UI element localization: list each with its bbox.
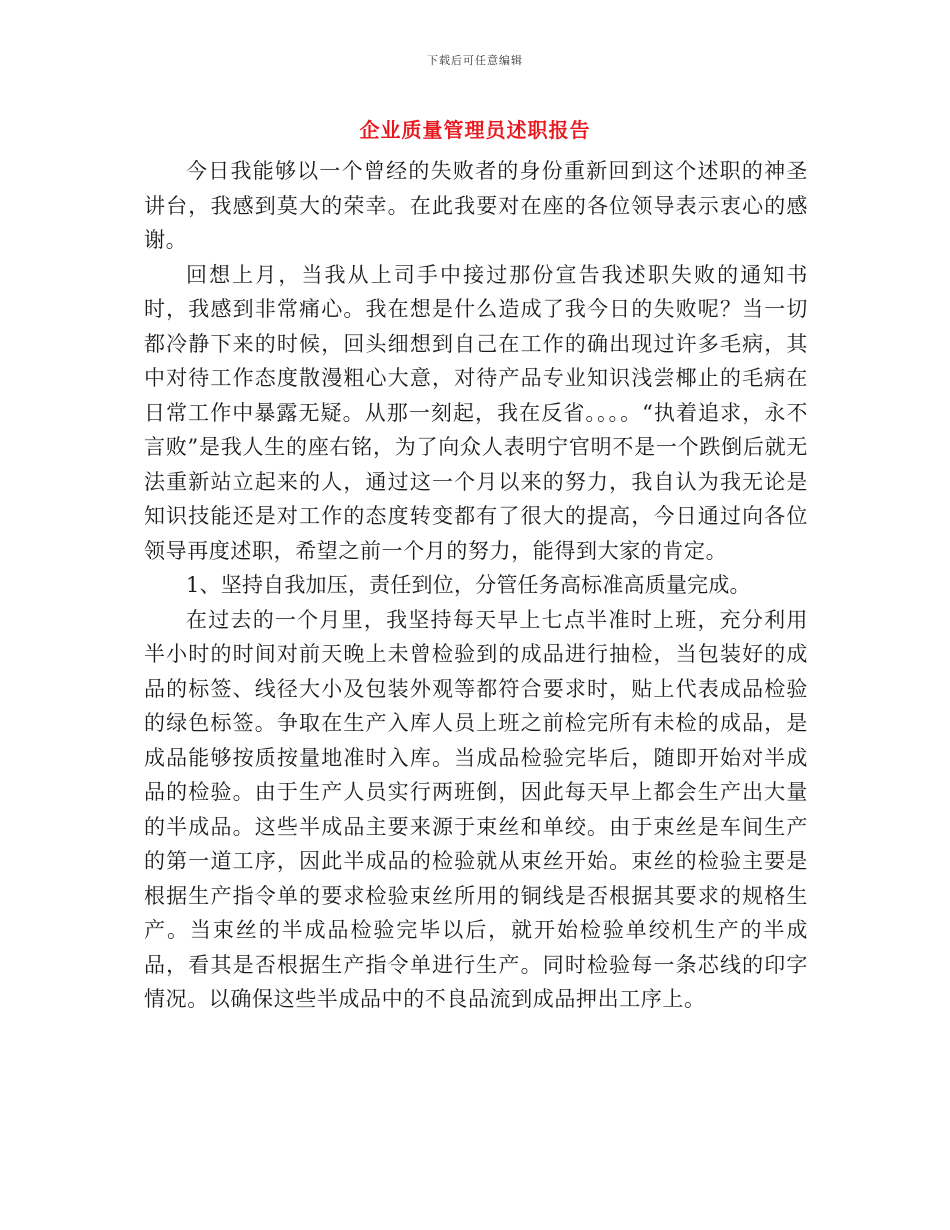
paragraph-intro: 今日我能够以一个曾经的失败者的身份重新回到这个述职的神圣讲台，我感到莫大的荣幸。在此我要对在座的各位领导表示衷心的感谢。 — [144, 159, 808, 252]
document-body — [144, 154, 808, 1017]
document-title: 企业质量管理员述职报告 — [359, 118, 591, 142]
paragraph-reflection: 回想上月，当我从上司手中接过那份宣告我述职失败的通知书时，我感到非常痛心。我在想是什么造成了我今日的失败呢？当一切都冷静下来的时候，回头细想到自己在工作的确出现过许多毛病，其中对待工作态度散漫粗心大意，对待产品专业知识浅尝椰止的毛病在日常工作中暴露无疑。从那一刻起，我在反省。。。。“执着追求，永不言败”是我人生的座右铭，为了向众人表明宁官明不是一个跌倒后就无法重新站立起来的人，通过这一个月以来的努力，我自认为我无论是知识技能还是对工作的态度转变都有了很大的提高，今日通过向各位领导再度述职，希望之前一个月的努力，能得到大家的肯定。 — [144, 262, 808, 563]
header-note: 下载后可任意编辑 — [427, 54, 523, 67]
paragraph-inspection: 在过去的一个月里，我坚持每天早上七点半准时上班，充分利用半小时的时间对前天晚上未曾检验到的成品进行抽检，当包装好的成品的标签、线径大小及包装外观等都符合要求时，贴上代表成品检验的绿色标签。争取在生产入库人员上班之前检完所有未检的成品，是成品能够按质按量地准时入库。当成品检验完毕后，随即开始对半成品的检验。由于生产人员实行两班倒，因此每天早上都会生产出大量的半成品。这些半成品主要来源于束丝和单绞。由于束丝是车间生产的第一道工序，因此半成品的检验就从束丝开始。束丝的检验主要是根据生产指令单的要求检验束丝所用的铜线是否根据其要求的规格生产。当束丝的半成品检验完毕以后，就开始检验单绞机生产的半成品，看其是否根据生产指令单进行生产。同时检验每一条芯线的印字情况。以确保这些半成品中的不良品流到成品押出工序上。 — [144, 607, 808, 1011]
section-heading-1: 1、坚持自我加压，责任到位，分管任务高标准高质量完成。 — [186, 573, 751, 597]
